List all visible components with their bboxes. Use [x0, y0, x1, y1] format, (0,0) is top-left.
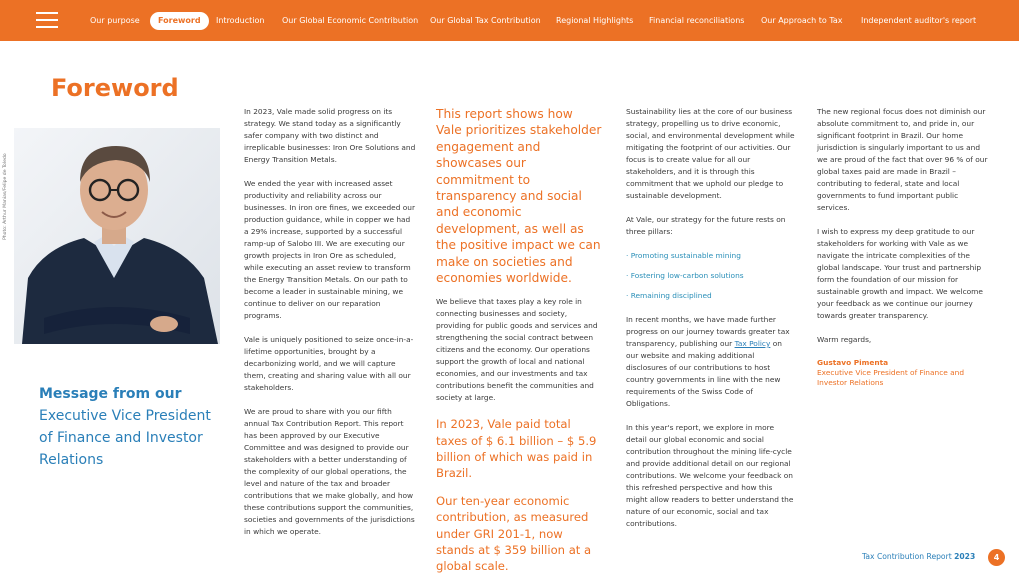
column-4	[817, 106, 989, 388]
portrait-illustration	[14, 128, 220, 344]
economic-contribution-highlight: Our ten-year economic contribution, as measured under GRI 201-1, now stands at $ 359 billion at a global scale.	[436, 494, 592, 574]
col3-text: on our website and making additional disclosures of our contributions to host country governments in line with the new requirements of the Swiss Code of Obligations.	[626, 339, 782, 408]
menu-icon[interactable]	[36, 12, 58, 28]
nav-introduction[interactable]: Introduction	[216, 16, 265, 25]
col3-paragraph	[626, 314, 796, 410]
nav-global-tax-contribution[interactable]: Our Global Tax Contribution	[430, 16, 541, 25]
tax-policy-link[interactable]: Tax Policy	[734, 339, 771, 348]
strategy-pillars	[626, 250, 796, 302]
footer-report-title	[862, 552, 975, 561]
page-number-badge: 4	[988, 549, 1005, 566]
photo-credit	[3, 130, 13, 240]
col1-paragraph: We are proud to share with you our fifth annual Tax Contribution Report. This report has been approved by our Executive Committee and was designed to provide our stakeholders with a better understanding of the complexity of our global operations, the level and nature of the tax and broader contributions that we make globally, and how these contributions support the communities, societies and governments of the jurisdictions in which we operate.	[244, 407, 415, 536]
pillar-item: · Remaining disciplined	[626, 290, 796, 302]
footer-year: 2023	[954, 552, 976, 561]
col3-text: In recent months, we have made further progress on our journey towards greater tax transparency, publishing our	[626, 315, 790, 348]
column-1	[244, 106, 416, 550]
nav-approach-to-tax[interactable]: Our Approach to Tax	[761, 16, 843, 25]
col2-paragraph: We believe that taxes play a key role in connecting businesses and society, providing for public goods and services and strengthening the social contract between citizens and the economy. Our operations support the growth of local and national economies, and our investments and tax contributions benefit the communities and society at large.	[436, 297, 598, 403]
footer-title: Tax Contribution Report	[862, 552, 952, 561]
column-2	[436, 106, 602, 577]
pull-quote: This report shows how Vale prioritizes stakeholder engagement and showcases our commitment to transparency and social and economic development, as well as the positive impact we can make on societies and economies worldwide.	[436, 107, 602, 286]
closing: Warm regards,	[817, 335, 872, 344]
pillar-item: · Promoting sustainable mining	[626, 250, 796, 262]
col4-paragraph: I wish to express my deep gratitude to our stakeholders for working with Vale as we navigate the intricate complexities of the global landscape. Your trust and partnership form the foundation of our mission for sustainable growth and impact. We welcome your feedback as we continue our journey towards greater transparency.	[817, 227, 983, 320]
col1-paragraph: We ended the year with increased asset productivity and reliability across our businesses. In iron ore fines, we exceeded our production guidance, while in copper we had a 29% increase, supported by a successful ramp-up of Salobo III. We are executing our growth projects in Iron Ore as scheduled, while executing an asset review to transform the Energy Transition Metals. On our path to become a leader in sustainable mining, we continue to deliver on our reparation programs.	[244, 179, 416, 320]
nav-auditors-report[interactable]: Independent auditor's report	[861, 16, 977, 25]
pillar-item: · Fostering low-carbon solutions	[626, 270, 796, 282]
nav-regional-highlights[interactable]: Regional Highlights	[556, 16, 634, 25]
signature-name: Gustavo Pimenta	[817, 358, 889, 367]
tax-highlight: In 2023, Vale paid total taxes of $ 6.1 billion – $ 5.9 billion of which was paid in Brazil.	[436, 417, 597, 481]
message-heading-bold: Message from our	[39, 386, 182, 402]
column-3	[626, 106, 796, 542]
photo-credit-text: Photo: Arthur Manias/Felipe de Toledo	[3, 153, 8, 240]
nav-our-purpose[interactable]: Our purpose	[90, 16, 140, 25]
col4-paragraph: The new regional focus does not diminish our absolute commitment to, and pride in, our significant footprint in Brazil. Our home jurisdiction is singularly important to us and we are proud of the fact that over 96 % of our global taxes paid are made in Brazil – contributing to federal, state and local governments to fund important public services.	[817, 107, 988, 212]
col1-paragraph: Vale is uniquely positioned to seize once-in-a-lifetime opportunities, brought by a decarbonizing world, and we will capture them, creating and sharing value with all our stakeholders.	[244, 335, 414, 392]
message-heading	[39, 383, 214, 471]
nav-global-economic-contribution[interactable]: Our Global Economic Contribution	[282, 16, 419, 25]
executive-portrait	[14, 128, 220, 344]
signature-role: Executive Vice President of Finance and Investor Relations	[817, 368, 965, 387]
col3-paragraph: Sustainability lies at the core of our business strategy, propelling us to drive economic, social, and environmental development while mitigating the footprint of our activities. Our focus is to create value for all our stakeholders, and it is through this commitment that we uphold our pledge to sustainable development.	[626, 107, 795, 200]
col1-paragraph: In 2023, Vale made solid progress on its strategy. We stand today as a significantly safer company with two distinct and irreplicable businesses: Iron Ore Solutions and Energy Transition Metals.	[244, 107, 416, 164]
nav-foreword[interactable]: Foreword	[150, 12, 209, 30]
col3-paragraph: In this year's report, we explore in more detail our global economic and social contribution throughout the mining life-cycle and provide additional detail on our regional contributions. We welcome your feedback on this refreshed perspective and how this might allow readers to better understand the nature of our economic, social and tax contributions.	[626, 423, 794, 528]
col3-paragraph: At Vale, our strategy for the future rests on three pillars:	[626, 215, 786, 236]
page-title: Foreword	[51, 74, 179, 102]
message-heading-rest: Executive Vice President of Finance and Investor Relations	[39, 408, 211, 468]
top-nav-bar	[0, 0, 1019, 41]
nav-financial-reconciliations[interactable]: Financial reconciliations	[649, 16, 745, 25]
